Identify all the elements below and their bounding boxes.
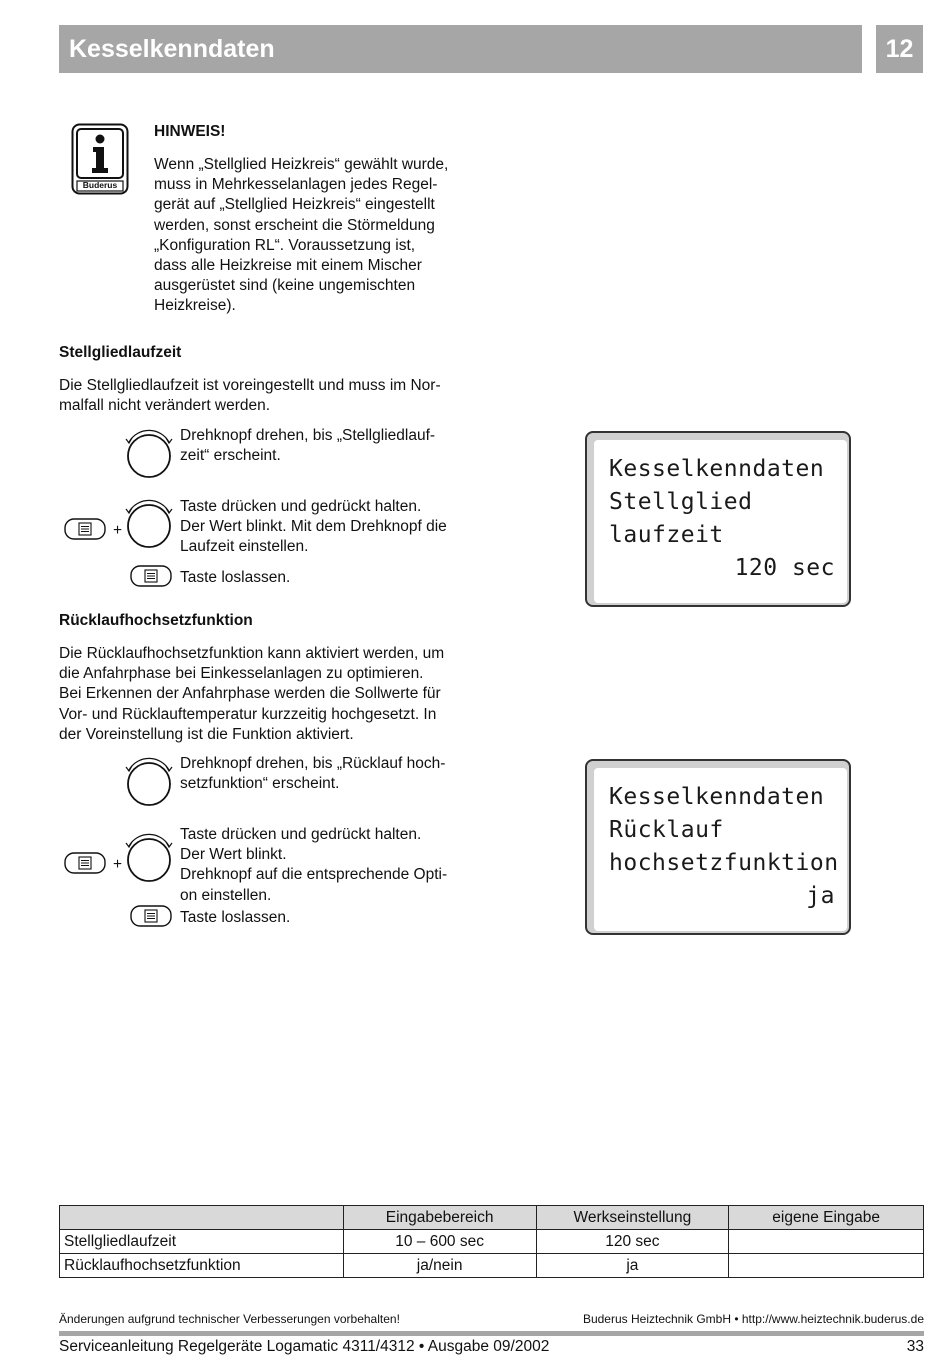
- section1-step2: Taste drücken und gedrückt halten. Der Wert blinkt. Mit dem Drehknopf die Laufzeit einstellen.: [180, 498, 447, 556]
- lcd-line: Kesselkenndaten: [609, 456, 825, 482]
- menu-key-icon: [130, 565, 172, 587]
- table-header: Werkseinstellung: [536, 1206, 729, 1230]
- info-icon: [71, 123, 129, 195]
- table-cell: Stellgliedlaufzeit: [60, 1230, 344, 1254]
- section2-intro: Die Rücklaufhochsetzfunktion kann aktiviert werden, um die Anfahrphase bei Einkesselanlagen zu optimieren. Bei Erkennen der Anfahrphase werden die Sollwerte für Vor- und Rücklauftemperatur kurzzeitig hochgesetzt. In der Voreinstellung ist die Funktion aktiviert.: [59, 645, 445, 743]
- footer-company: Buderus Heiztechnik GmbH • http://www.heiztechnik.buderus.de: [582, 1312, 924, 1326]
- page-title: Kesselkenndaten: [59, 25, 862, 73]
- table-header: Eingabebereich: [343, 1206, 536, 1230]
- table-row: [60, 1230, 924, 1254]
- section1-intro: Die Stellgliedlaufzeit ist voreingestellt und muss im Nor- malfall nicht verändert werden.: [59, 377, 441, 415]
- section-heading-stellgliedlaufzeit: Stellgliedlaufzeit: [59, 344, 182, 361]
- footer-rule: [59, 1331, 924, 1336]
- rotary-knob-icon: [123, 832, 175, 884]
- rotary-knob-icon: [123, 756, 175, 808]
- lcd-display-stellgliedlaufzeit: [585, 431, 851, 607]
- menu-key-icon: [130, 905, 172, 927]
- lcd-value: ja: [806, 883, 835, 909]
- lcd-line: Kesselkenndaten: [609, 784, 825, 810]
- plus-sign: +: [113, 522, 123, 539]
- table-cell: [729, 1254, 924, 1278]
- section2-step3: Taste loslassen.: [180, 909, 291, 926]
- note-text: Wenn „Stellglied Heizkreis“ gewählt wurde, muss in Mehrkesselanlagen jedes Regel- gerät auf „Stellglied Heizkreis“ eingestellt werden, sonst erscheint die Störmeldung „Konfiguration RL“. Voraussetzung ist, dass alle Heizkreise mit einem Mischer ausgerüstet sind (keine ungemischten Heizkreise).: [154, 156, 449, 315]
- plus-sign: +: [113, 856, 123, 873]
- lcd-line: Rücklauf: [609, 817, 724, 843]
- lcd-line: hochsetzfunktion: [609, 850, 839, 876]
- section1-step3: Taste loslassen.: [180, 569, 291, 586]
- lcd-value: 120 sec: [734, 555, 835, 581]
- footer-manual-title: Serviceanleitung Regelgeräte Logamatic 4311/4312 • Ausgabe 09/2002: [59, 1338, 550, 1355]
- menu-key-icon: [64, 852, 106, 874]
- rotary-knob-icon: [123, 428, 175, 480]
- table-header: eigene Eingabe: [729, 1206, 924, 1230]
- page-number: 33: [906, 1338, 924, 1355]
- table-cell: [729, 1230, 924, 1254]
- footer-disclaimer: Änderungen aufgrund technischer Verbesserungen vorbehalten!: [59, 1312, 400, 1326]
- lcd-line: laufzeit: [609, 522, 724, 548]
- menu-key-icon: [64, 518, 106, 540]
- section-heading-ruecklaufhochsetzfunktion: Rücklaufhochsetzfunktion: [59, 612, 253, 629]
- table-cell: ja/nein: [343, 1254, 536, 1278]
- table-header: [60, 1206, 344, 1230]
- settings-table: [59, 1205, 924, 1278]
- section2-step2: Taste drücken und gedrückt halten. Der Wert blinkt. Drehknopf auf die entsprechende Opti- on einstellen.: [180, 826, 448, 904]
- table-cell: 10 – 600 sec: [343, 1230, 536, 1254]
- section1-step1: Drehknopf drehen, bis „Stellgliedlauf- zeit“ erscheint.: [180, 427, 436, 465]
- table-row: [60, 1254, 924, 1278]
- lcd-display-ruecklaufhochsetzfunktion: [585, 759, 851, 935]
- table-cell: Rücklaufhochsetzfunktion: [60, 1254, 344, 1278]
- section2-step1: Drehknopf drehen, bis „Rücklauf hoch- setzfunktion“ erscheint.: [180, 755, 446, 793]
- table-cell: ja: [536, 1254, 729, 1278]
- table-header-row: [60, 1206, 924, 1230]
- chapter-number: 12: [876, 25, 923, 73]
- brand-label: Buderus: [82, 180, 118, 190]
- lcd-line: Stellglied: [609, 489, 753, 515]
- rotary-knob-icon: [123, 498, 175, 550]
- note-heading: HINWEIS!: [154, 123, 226, 140]
- table-cell: 120 sec: [536, 1230, 729, 1254]
